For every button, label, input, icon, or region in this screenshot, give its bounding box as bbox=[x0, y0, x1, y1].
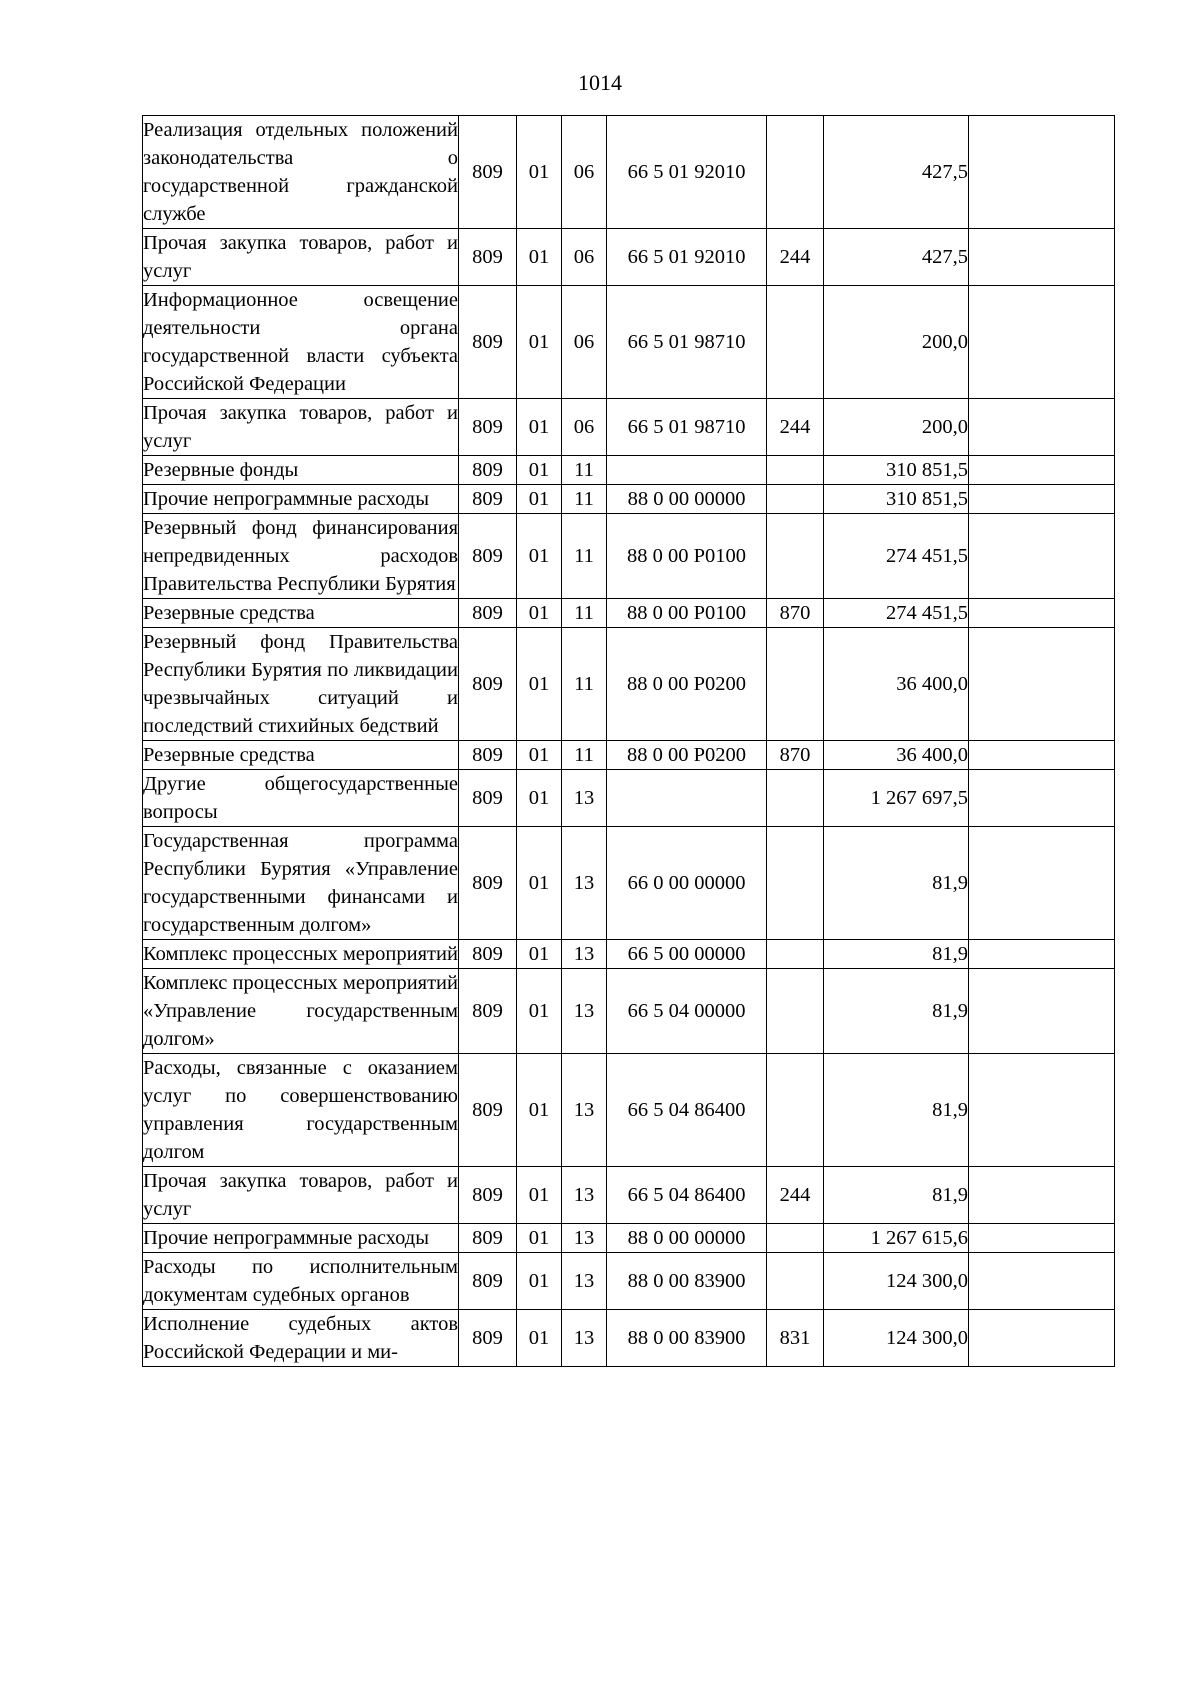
row-subsection-code: 11 bbox=[562, 599, 607, 628]
row-section-code: 01 bbox=[517, 399, 562, 456]
row-subsection-code: 13 bbox=[562, 827, 607, 940]
row-section-code: 01 bbox=[517, 940, 562, 969]
row-expense-type bbox=[767, 940, 824, 969]
row-target-article: 66 5 04 86400 bbox=[607, 1054, 767, 1167]
row-extra-column bbox=[969, 770, 1115, 827]
row-subsection-code: 13 bbox=[562, 770, 607, 827]
row-grbs-code: 809 bbox=[459, 969, 517, 1054]
row-target-article: 66 5 01 98710 bbox=[607, 399, 767, 456]
row-grbs-code: 809 bbox=[459, 514, 517, 599]
row-grbs-code: 809 bbox=[459, 286, 517, 399]
row-grbs-code: 809 bbox=[459, 1224, 517, 1253]
row-expense-type: 870 bbox=[767, 599, 824, 628]
table-row bbox=[143, 741, 1115, 770]
row-extra-column bbox=[969, 1224, 1115, 1253]
row-description: Государственная программа Республики Бурятия «Управление государственными финансами и государственным долгом» bbox=[143, 827, 459, 940]
row-grbs-code: 809 bbox=[459, 485, 517, 514]
row-expense-type bbox=[767, 514, 824, 599]
row-amount: 36 400,0 bbox=[824, 741, 969, 770]
row-target-article: 66 5 00 00000 bbox=[607, 940, 767, 969]
row-section-code: 01 bbox=[517, 599, 562, 628]
row-target-article: 66 5 01 98710 bbox=[607, 286, 767, 399]
table-row bbox=[143, 628, 1115, 741]
row-amount: 274 451,5 bbox=[824, 514, 969, 599]
row-amount: 427,5 bbox=[824, 116, 969, 229]
row-grbs-code: 809 bbox=[459, 628, 517, 741]
row-section-code: 01 bbox=[517, 1167, 562, 1224]
row-target-article: 88 0 00 83900 bbox=[607, 1253, 767, 1310]
row-target-article: 88 0 00 00000 bbox=[607, 1224, 767, 1253]
row-section-code: 01 bbox=[517, 229, 562, 286]
row-section-code: 01 bbox=[517, 1253, 562, 1310]
row-expense-type bbox=[767, 1054, 824, 1167]
table-row bbox=[143, 399, 1115, 456]
row-subsection-code: 13 bbox=[562, 1253, 607, 1310]
row-expense-type bbox=[767, 770, 824, 827]
row-description: Прочие непрограммные расходы bbox=[143, 1224, 459, 1253]
row-grbs-code: 809 bbox=[459, 1054, 517, 1167]
row-extra-column bbox=[969, 485, 1115, 514]
row-amount: 427,5 bbox=[824, 229, 969, 286]
row-description: Комплекс процессных мероприятий bbox=[143, 940, 459, 969]
row-extra-column bbox=[969, 456, 1115, 485]
row-expense-type bbox=[767, 628, 824, 741]
row-subsection-code: 11 bbox=[562, 628, 607, 741]
row-section-code: 01 bbox=[517, 116, 562, 229]
row-grbs-code: 809 bbox=[459, 229, 517, 286]
row-amount: 310 851,5 bbox=[824, 456, 969, 485]
row-expense-type: 244 bbox=[767, 229, 824, 286]
row-section-code: 01 bbox=[517, 286, 562, 399]
row-extra-column bbox=[969, 827, 1115, 940]
row-target-article: 88 0 00 Р0200 bbox=[607, 628, 767, 741]
row-section-code: 01 bbox=[517, 628, 562, 741]
row-subsection-code: 11 bbox=[562, 485, 607, 514]
row-subsection-code: 13 bbox=[562, 1167, 607, 1224]
row-section-code: 01 bbox=[517, 770, 562, 827]
row-description: Резервные средства bbox=[143, 599, 459, 628]
row-section-code: 01 bbox=[517, 969, 562, 1054]
row-amount: 81,9 bbox=[824, 940, 969, 969]
row-description: Расходы по исполнительным документам судебных органов bbox=[143, 1253, 459, 1310]
table-row bbox=[143, 827, 1115, 940]
row-grbs-code: 809 bbox=[459, 456, 517, 485]
table-row bbox=[143, 1054, 1115, 1167]
table-row bbox=[143, 1310, 1115, 1367]
row-subsection-code: 06 bbox=[562, 116, 607, 229]
row-grbs-code: 809 bbox=[459, 1167, 517, 1224]
row-amount: 81,9 bbox=[824, 969, 969, 1054]
row-grbs-code: 809 bbox=[459, 116, 517, 229]
row-expense-type: 870 bbox=[767, 741, 824, 770]
row-subsection-code: 11 bbox=[562, 456, 607, 485]
row-expense-type bbox=[767, 456, 824, 485]
row-target-article: 66 5 04 00000 bbox=[607, 969, 767, 1054]
row-extra-column bbox=[969, 286, 1115, 399]
row-extra-column bbox=[969, 628, 1115, 741]
table-row bbox=[143, 1224, 1115, 1253]
page-number: 1014 bbox=[578, 70, 622, 95]
row-description: Прочие непрограммные расходы bbox=[143, 485, 459, 514]
row-amount: 81,9 bbox=[824, 1167, 969, 1224]
row-amount: 310 851,5 bbox=[824, 485, 969, 514]
row-extra-column bbox=[969, 1054, 1115, 1167]
row-grbs-code: 809 bbox=[459, 599, 517, 628]
row-extra-column bbox=[969, 1310, 1115, 1367]
table-row bbox=[143, 456, 1115, 485]
row-expense-type bbox=[767, 827, 824, 940]
row-description: Резервный фонд Правительства Республики Бурятия по ликвидации чрезвычайных ситуаций и последствий стихийных бедствий bbox=[143, 628, 459, 741]
row-section-code: 01 bbox=[517, 1054, 562, 1167]
table-row bbox=[143, 1167, 1115, 1224]
row-grbs-code: 809 bbox=[459, 1253, 517, 1310]
row-subsection-code: 13 bbox=[562, 1054, 607, 1167]
row-subsection-code: 11 bbox=[562, 741, 607, 770]
row-expense-type bbox=[767, 969, 824, 1054]
row-subsection-code: 11 bbox=[562, 514, 607, 599]
row-amount: 1 267 697,5 bbox=[824, 770, 969, 827]
row-section-code: 01 bbox=[517, 485, 562, 514]
row-target-article: 88 0 00 83900 bbox=[607, 1310, 767, 1367]
row-extra-column bbox=[969, 940, 1115, 969]
row-description: Прочая закупка товаров, работ и услуг bbox=[143, 229, 459, 286]
row-description: Резервный фонд финансирования непредвиденных расходов Правительства Республики Бурятия bbox=[143, 514, 459, 599]
row-target-article bbox=[607, 456, 767, 485]
row-description: Расходы, связанные с оказанием услуг по совершенствованию управления государственным долгом bbox=[143, 1054, 459, 1167]
row-extra-column bbox=[969, 399, 1115, 456]
row-description: Резервные фонды bbox=[143, 456, 459, 485]
row-grbs-code: 809 bbox=[459, 741, 517, 770]
row-amount: 81,9 bbox=[824, 827, 969, 940]
row-amount: 200,0 bbox=[824, 286, 969, 399]
row-amount: 81,9 bbox=[824, 1054, 969, 1167]
row-section-code: 01 bbox=[517, 1224, 562, 1253]
row-description: Реализация отдельных положений законодательства о государственной гражданской службе bbox=[143, 116, 459, 229]
row-expense-type bbox=[767, 485, 824, 514]
row-extra-column bbox=[969, 1253, 1115, 1310]
row-extra-column bbox=[969, 229, 1115, 286]
row-extra-column bbox=[969, 1167, 1115, 1224]
row-description: Комплекс процессных мероприятий «Управление государственным долгом» bbox=[143, 969, 459, 1054]
row-amount: 124 300,0 bbox=[824, 1310, 969, 1367]
row-expense-type bbox=[767, 286, 824, 399]
row-expense-type: 244 bbox=[767, 399, 824, 456]
row-amount: 36 400,0 bbox=[824, 628, 969, 741]
row-amount: 124 300,0 bbox=[824, 1253, 969, 1310]
row-section-code: 01 bbox=[517, 514, 562, 599]
row-subsection-code: 06 bbox=[562, 229, 607, 286]
row-grbs-code: 809 bbox=[459, 1310, 517, 1367]
row-target-article: 88 0 00 Р0200 bbox=[607, 741, 767, 770]
row-amount: 274 451,5 bbox=[824, 599, 969, 628]
table-row bbox=[143, 969, 1115, 1054]
row-subsection-code: 06 bbox=[562, 399, 607, 456]
row-subsection-code: 13 bbox=[562, 1310, 607, 1367]
table-row bbox=[143, 599, 1115, 628]
row-extra-column bbox=[969, 514, 1115, 599]
table-row bbox=[143, 514, 1115, 599]
row-target-article: 88 0 00 00000 bbox=[607, 485, 767, 514]
row-section-code: 01 bbox=[517, 741, 562, 770]
row-grbs-code: 809 bbox=[459, 770, 517, 827]
row-target-article: 66 5 01 92010 bbox=[607, 116, 767, 229]
row-section-code: 01 bbox=[517, 1310, 562, 1367]
row-extra-column bbox=[969, 969, 1115, 1054]
row-extra-column bbox=[969, 741, 1115, 770]
row-expense-type: 831 bbox=[767, 1310, 824, 1367]
row-description: Прочая закупка товаров, работ и услуг bbox=[143, 1167, 459, 1224]
row-section-code: 01 bbox=[517, 827, 562, 940]
row-subsection-code: 13 bbox=[562, 969, 607, 1054]
row-description: Другие общегосударственные вопросы bbox=[143, 770, 459, 827]
row-expense-type bbox=[767, 1253, 824, 1310]
row-target-article: 88 0 00 Р0100 bbox=[607, 514, 767, 599]
row-subsection-code: 06 bbox=[562, 286, 607, 399]
row-target-article: 88 0 00 Р0100 bbox=[607, 599, 767, 628]
table-row bbox=[143, 286, 1115, 399]
table-row bbox=[143, 229, 1115, 286]
row-extra-column bbox=[969, 116, 1115, 229]
row-description: Информационное освещение деятельности органа государственной власти субъекта Российской Федерации bbox=[143, 286, 459, 399]
row-subsection-code: 13 bbox=[562, 940, 607, 969]
row-expense-type bbox=[767, 116, 824, 229]
row-section-code: 01 bbox=[517, 456, 562, 485]
row-grbs-code: 809 bbox=[459, 940, 517, 969]
row-target-article: 66 5 01 92010 bbox=[607, 229, 767, 286]
row-extra-column bbox=[969, 599, 1115, 628]
row-target-article: 66 0 00 00000 bbox=[607, 827, 767, 940]
budget-table bbox=[142, 115, 1115, 1367]
table-row bbox=[143, 940, 1115, 969]
table-row bbox=[143, 770, 1115, 827]
row-target-article bbox=[607, 770, 767, 827]
table-row bbox=[143, 1253, 1115, 1310]
row-expense-type bbox=[767, 1224, 824, 1253]
table-row bbox=[143, 485, 1115, 514]
row-description: Исполнение судебных актов Российской Федерации и ми- bbox=[143, 1310, 459, 1367]
row-expense-type: 244 bbox=[767, 1167, 824, 1224]
table-row bbox=[143, 116, 1115, 229]
row-amount: 200,0 bbox=[824, 399, 969, 456]
row-grbs-code: 809 bbox=[459, 827, 517, 940]
row-grbs-code: 809 bbox=[459, 399, 517, 456]
row-description: Прочая закупка товаров, работ и услуг bbox=[143, 399, 459, 456]
row-amount: 1 267 615,6 bbox=[824, 1224, 969, 1253]
row-description: Резервные средства bbox=[143, 741, 459, 770]
row-target-article: 66 5 04 86400 bbox=[607, 1167, 767, 1224]
row-subsection-code: 13 bbox=[562, 1224, 607, 1253]
